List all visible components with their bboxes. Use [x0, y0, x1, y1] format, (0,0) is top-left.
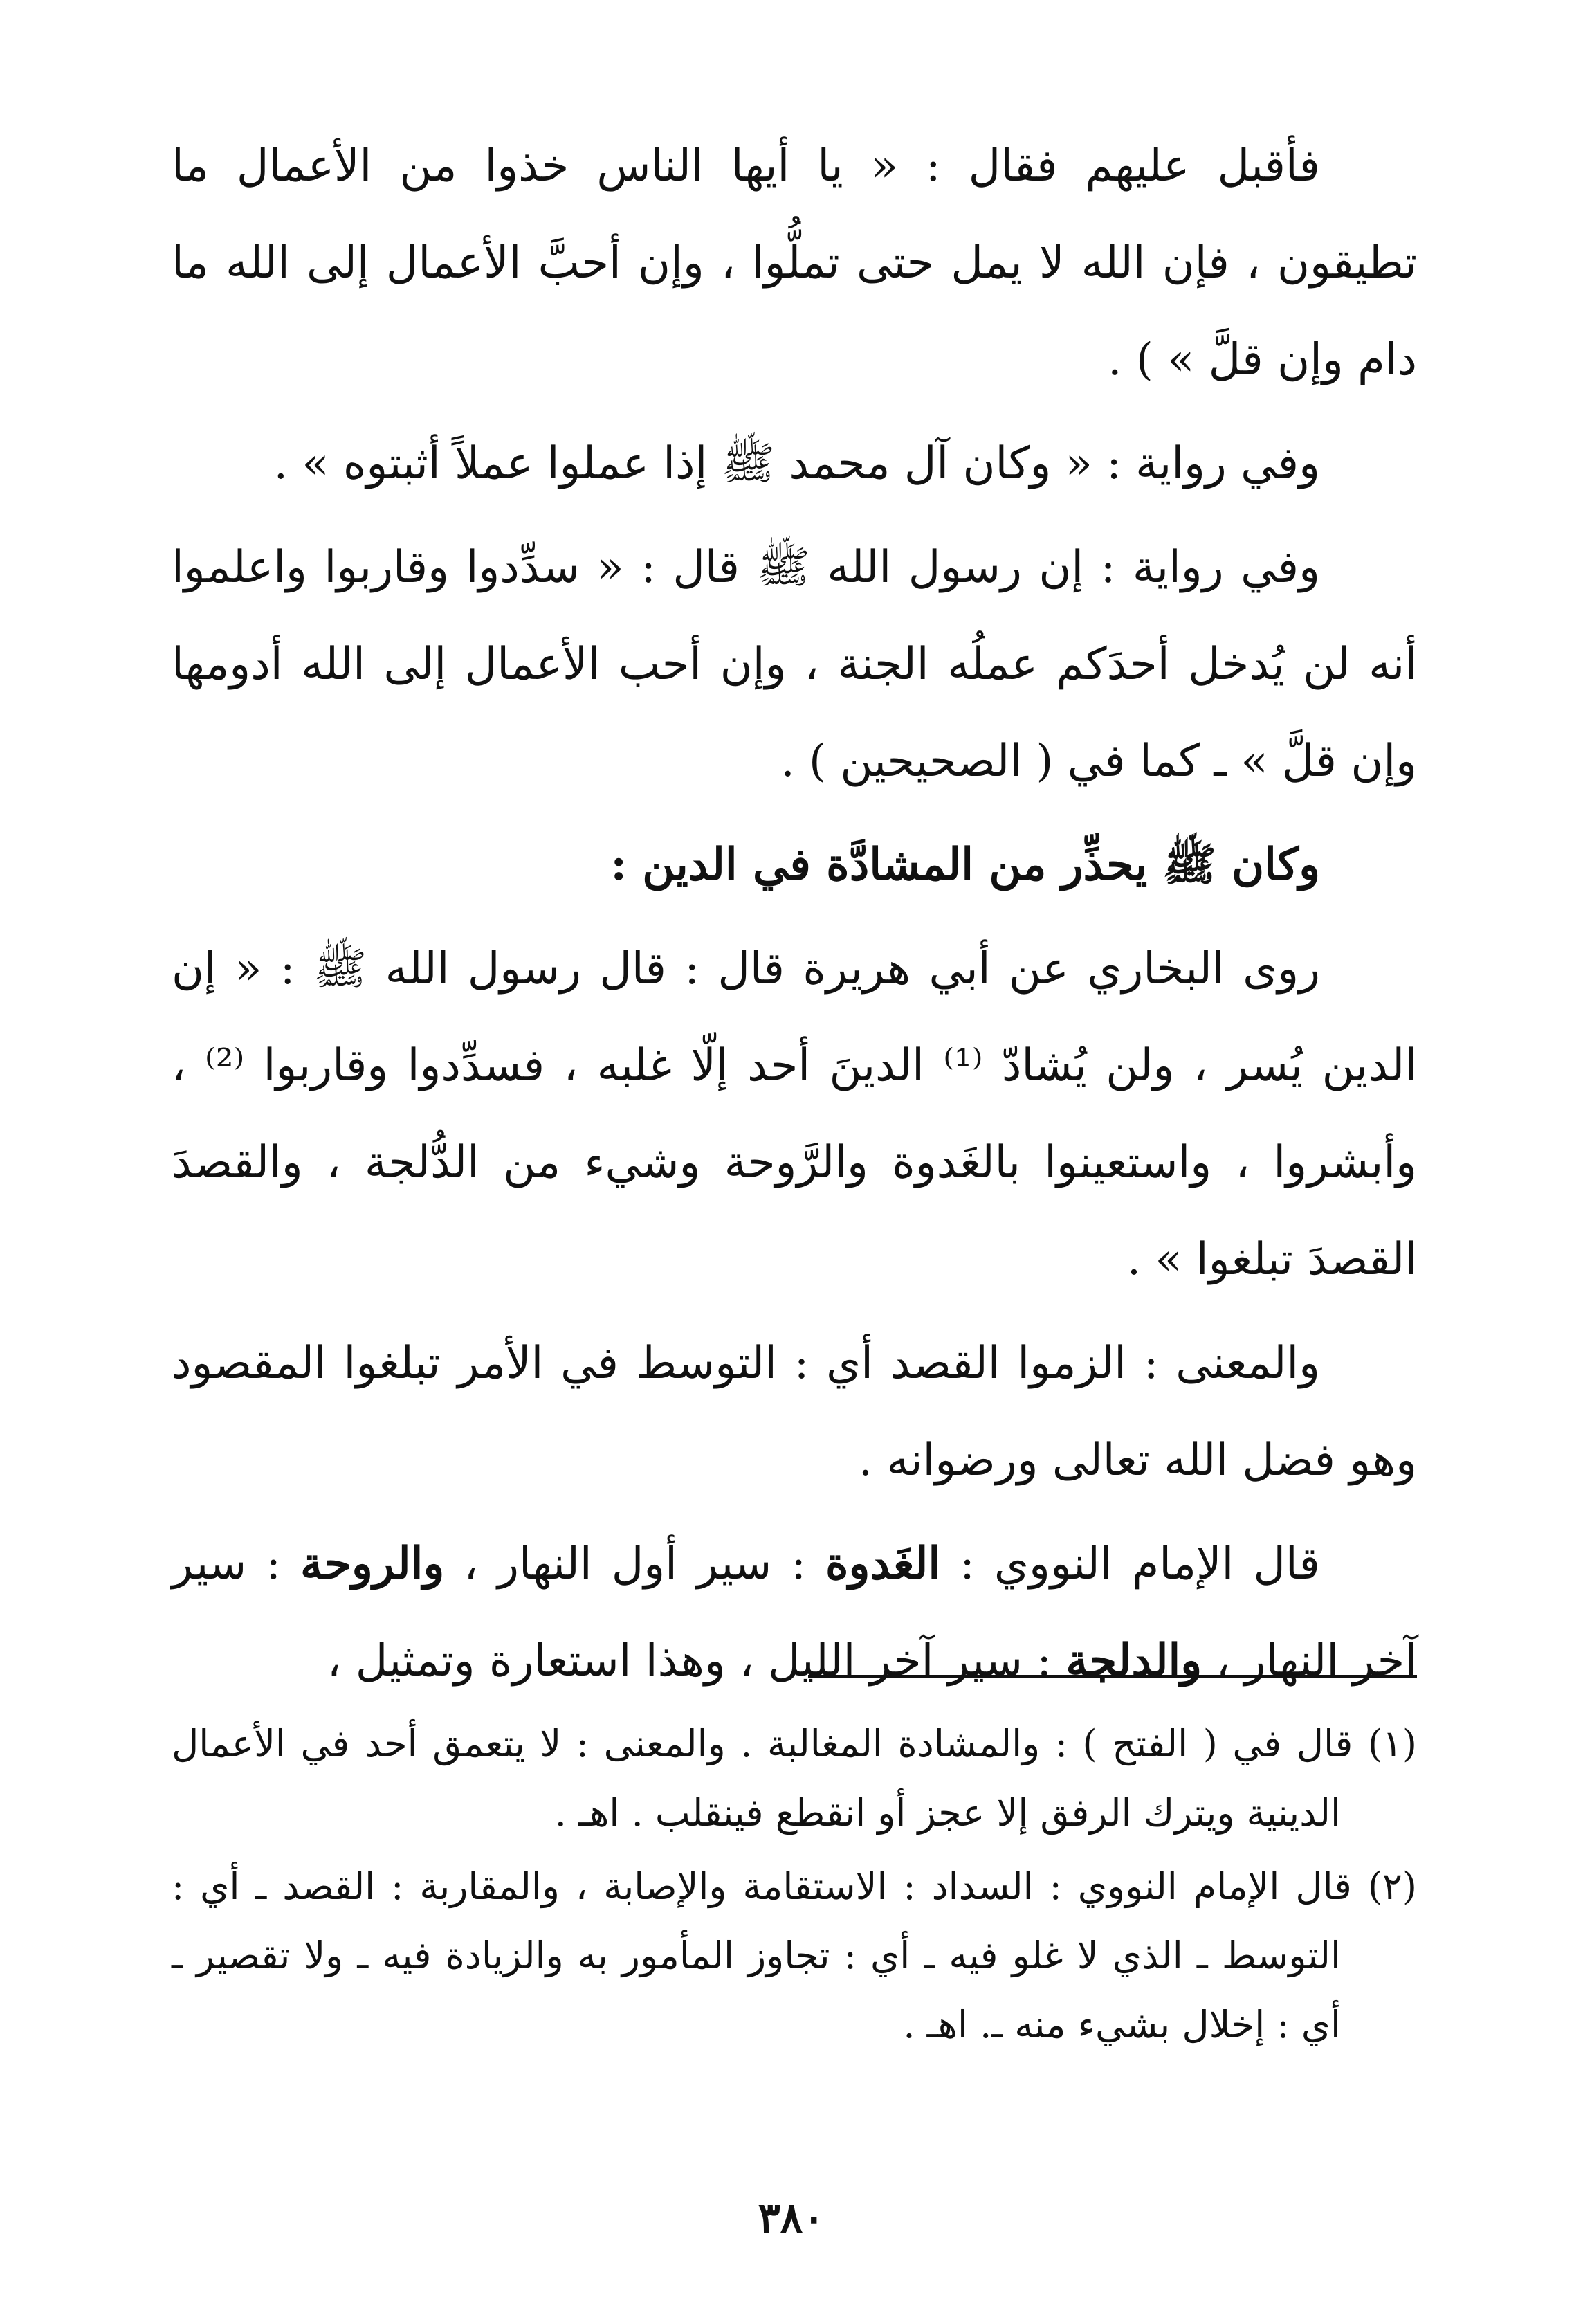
paragraph-nawawi: [172, 1516, 1417, 1709]
main-text: [172, 118, 1417, 1716]
nawawi-def-2: : سير آخر النهار ،: [172, 1538, 1417, 1687]
paragraph-bukhari: روى البخاري عن أبي هريرة قال : قال رسول الله ﷺ : « إن الدين يُسر ، ولن يُشادّ ⁽¹⁾ الدينَ أحد إلّا غلبه ، فسدِّدوا وقاربوا ⁽²⁾ ، وأبشروا ، واستعينوا بالغَدوة والرَّوحة وشيء من الدُّلجة ، والقصدَ القصدَ تبلغوا » .: [172, 943, 1418, 1285]
term-ghadwa: الغَدوة: [825, 1538, 941, 1590]
page-number: ٣٨٠: [758, 2194, 825, 2242]
footnotes: [172, 1709, 1417, 2064]
nawawi-def-1: : سير أول النهار ،: [444, 1538, 825, 1590]
term-dulja: والدلجة: [1065, 1635, 1202, 1687]
nawawi-def-3: : سير آخر الليل ، وهذا استعارة وتمثيل ،: [327, 1635, 1066, 1687]
paragraph-meaning: والمعنى : الزموا القصد أي : التوسط في الأمر تبلغوا المقصود وهو فضل الله تعالى ورضوانه .: [172, 1338, 1417, 1486]
paragraph-riwaya-1: وفي رواية : « وكان آل محمد ﷺ إذا عملوا عملاً أثبتوه » .: [273, 438, 1320, 489]
nawawi-intro: قال الإمام النووي :: [940, 1538, 1321, 1590]
footnote-1: (١) قال في ( الفتح ) : والمشادة المغالبة . والمعنى : لا يتعمق أحد في الأعمال الدينية ويترك الرفق إلا عجز أو انقطع فينقلب . اهـ .: [172, 1722, 1417, 1835]
footnote-divider: [808, 1675, 1417, 1678]
section-heading: وكان ﷺ يحذِّر من المشادَّة في الدين :: [610, 839, 1320, 891]
paragraph-riwaya-2: وفي رواية : إن رسول الله ﷺ قال : « سدِّدوا وقاربوا واعلموا أنه لن يُدخل أحدَكم عملُه الجنة ، وإن أحب الأعمال إلى الله أدومها وإن قلَّ » ـ كما في ( الصحيحين ) .: [172, 542, 1418, 787]
term-rawha: والروحة: [300, 1538, 445, 1590]
footnote-2: (٢) قال الإمام النووي : السداد : الاستقامة والإصابة ، والمقاربة : القصد ـ أي : التوسط ـ الذي لا غلو فيه ـ أي : تجاوز المأمور به والزيادة فيه ـ ولا تقصير ـ أي : إخلال بشيء منه ـ. اهـ .: [172, 1864, 1417, 2046]
paragraph-hadith-continuation: فأقبل عليهم فقال : « يا أيها الناس خذوا من الأعمال ما تطيقون ، فإن الله لا يمل حتى تملُّوا ، وإن أحبَّ الأعمال إلى الله ما دام وإن قلَّ » ) .: [172, 140, 1418, 385]
